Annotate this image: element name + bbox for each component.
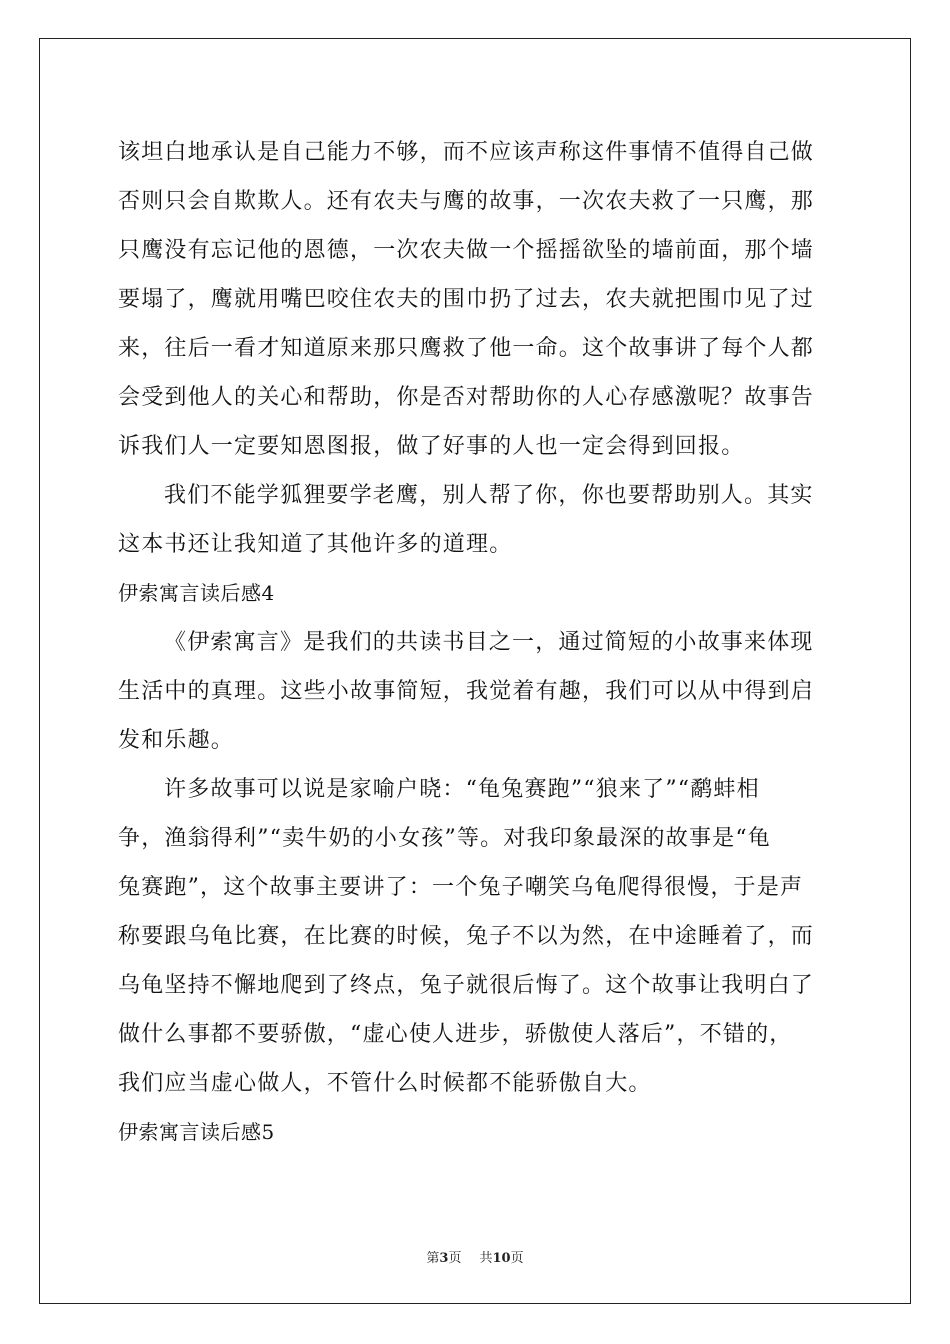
paragraph-line: 兔赛跑”，这个故事主要讲了：一个兔子嘲笑乌龟爬得很慢，于是声 [118, 875, 804, 900]
paragraph-line: 诉我们人一定要知恩图报，做了好事的人也一定会得到回报。 [118, 434, 745, 459]
paragraph-line: 发和乐趣。 [118, 728, 235, 753]
paragraph-line: 《伊索寓言》是我们的共读书目之一，通过简短的小故事来体现 [164, 630, 814, 655]
paragraph-line: 否则只会自欺欺人。还有农夫与鹰的故事，一次农夫救了一只鹰，那 [118, 189, 815, 214]
paragraph-line: 我们应当虚心做人，不管什么时候都不能骄傲自大。 [118, 1071, 652, 1096]
page-number: 3 [439, 1251, 449, 1266]
paragraph-line: 许多故事可以说是家喻户晓：“龟兔赛跑”“狼来了”“鹬蚌相 [164, 777, 760, 802]
section-heading: 伊索寓言读后感4 [118, 581, 275, 605]
section-heading: 伊索寓言读后感5 [118, 1120, 275, 1144]
paragraph-line: 做什么事都不要骄傲，“虚心使人进步，骄傲使人落后”，不错的， [118, 1022, 793, 1047]
page-suffix: 页 [448, 1251, 462, 1266]
paragraph-line: 乌龟坚持不懈地爬到了终点，兔子就很后悔了。这个故事让我明白了 [118, 973, 815, 998]
total-pages: 10 [492, 1251, 511, 1266]
page-prefix: 第 [426, 1251, 440, 1266]
total-suffix: 页 [510, 1251, 524, 1266]
paragraph-line: 这本书还让我知道了其他许多的道理。 [118, 532, 513, 557]
paragraph-line: 要塌了，鹰就用嘴巴咬住农夫的围巾扔了过去，农夫就把围巾见了过 [118, 287, 815, 312]
total-prefix: 共 [479, 1251, 493, 1266]
paragraph-line: 会受到他人的关心和帮助，你是否对帮助你的人心存感激呢？故事告 [118, 385, 815, 410]
paragraph-line: 争，渔翁得利”“卖牛奶的小女孩”等。对我印象最深的故事是“龟 [118, 826, 771, 851]
paragraph-line: 称要跟乌龟比赛，在比赛的时候，兔子不以为然，在中途睡着了，而 [118, 924, 815, 949]
paragraph-line: 来，往后一看才知道原来那只鹰救了他一命。这个故事讲了每个人都 [118, 336, 815, 361]
paragraph-line: 只鹰没有忘记他的恩德，一次农夫做一个摇摇欲坠的墙前面，那个墙 [118, 238, 815, 263]
paragraph-line: 该坦白地承认是自己能力不够，而不应该声称这件事情不值得自己做 [118, 140, 815, 165]
page-footer [0, 1247, 950, 1266]
paragraph-line: 生活中的真理。这些小故事简短，我觉着有趣，我们可以从中得到启 [118, 679, 815, 704]
paragraph-line: 我们不能学狐狸要学老鹰，别人帮了你，你也要帮助别人。其实 [164, 483, 814, 508]
document-body [118, 128, 834, 1157]
